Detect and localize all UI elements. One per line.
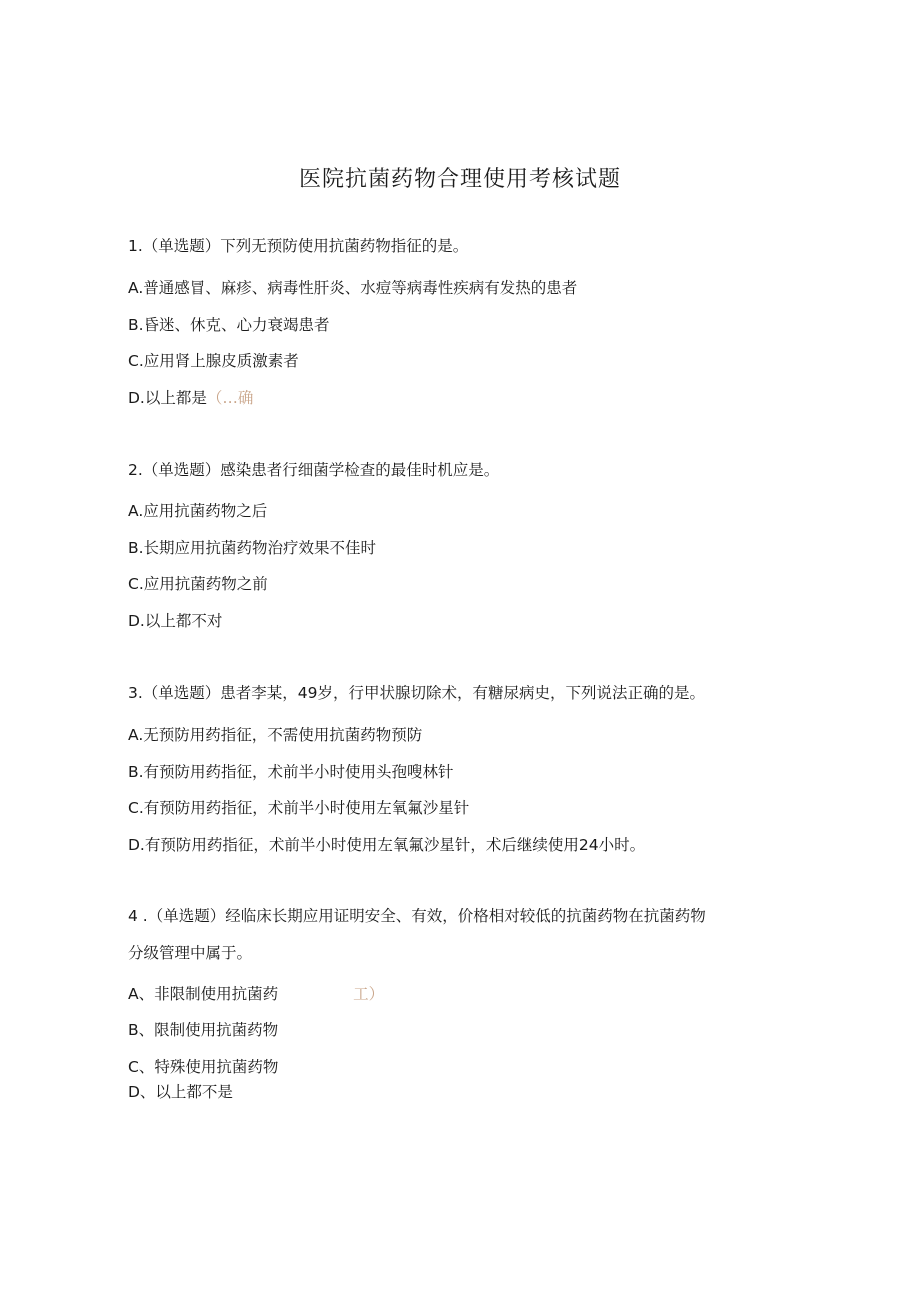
question-2-option-c: C.应用抗菌药物之前 — [128, 575, 268, 593]
question-4-option-b: B、限制使用抗菌药物 — [128, 1021, 279, 1039]
question-4-option-a: A、非限制使用抗菌药 — [128, 985, 279, 1003]
question-3-option-b: B.有预防用药指征，术前半小时使用头孢嗖林针 — [128, 763, 454, 781]
question-2-option-b: B.长期应用抗菌药物治疗效果不佳时 — [128, 539, 377, 557]
question-4-stem-line-1: 4 .（单选题）经临床长期应用证明安全、有效，价格相对较低的抗菌药物在抗菌药物 — [128, 907, 706, 925]
question-4-option-c: C、特殊使用抗菌药物 — [128, 1058, 279, 1076]
question-3-option-d: D.有预防用药指征，术前半小时使用左氧氟沙星针，术后继续使用24小时。 — [128, 836, 646, 854]
question-4-option-a-row — [128, 985, 384, 1004]
question-1-stem: 1.（单选题）下列无预防使用抗菌药物指征的是。 — [128, 237, 469, 255]
question-3-option-a: A.无预防用药指征，不需使用抗菌药物预防 — [128, 726, 423, 744]
question-4-option-d: D、以上都不是 — [128, 1083, 233, 1101]
question-4-stem-line-2: 分级管理中属于。 — [128, 944, 253, 962]
question-1-option-d-row — [128, 389, 253, 408]
question-2-option-a: A.应用抗菌药物之后 — [128, 502, 268, 520]
question-1-answer-note: （…确 — [206, 389, 254, 407]
question-2-option-d: D.以上都不对 — [128, 612, 223, 630]
question-3-stem: 3.（单选题）患者李某，49岁，行甲状腺切除术，有糖尿病史，下列说法正确的是。 — [128, 684, 706, 702]
question-1-option-d: D.以上都是 — [128, 389, 207, 407]
page-title: 医院抗菌药物合理使用考核试题 — [298, 167, 621, 192]
question-1-option-b: B.昏迷、休克、心力衰竭患者 — [128, 316, 330, 334]
question-4-answer-note: 工） — [353, 985, 385, 1003]
question-3-option-c: C.有预防用药指征，术前半小时使用左氧氟沙星针 — [128, 799, 470, 817]
question-2-stem: 2.（单选题）感染患者行细菌学检查的最佳时机应是。 — [128, 461, 500, 479]
question-1-option-c: C.应用肾上腺皮质激素者 — [128, 352, 299, 370]
question-1-option-a: A.普通感冒、麻疹、病毒性肝炎、水痘等病毒性疾病有发热的患者 — [128, 279, 578, 297]
